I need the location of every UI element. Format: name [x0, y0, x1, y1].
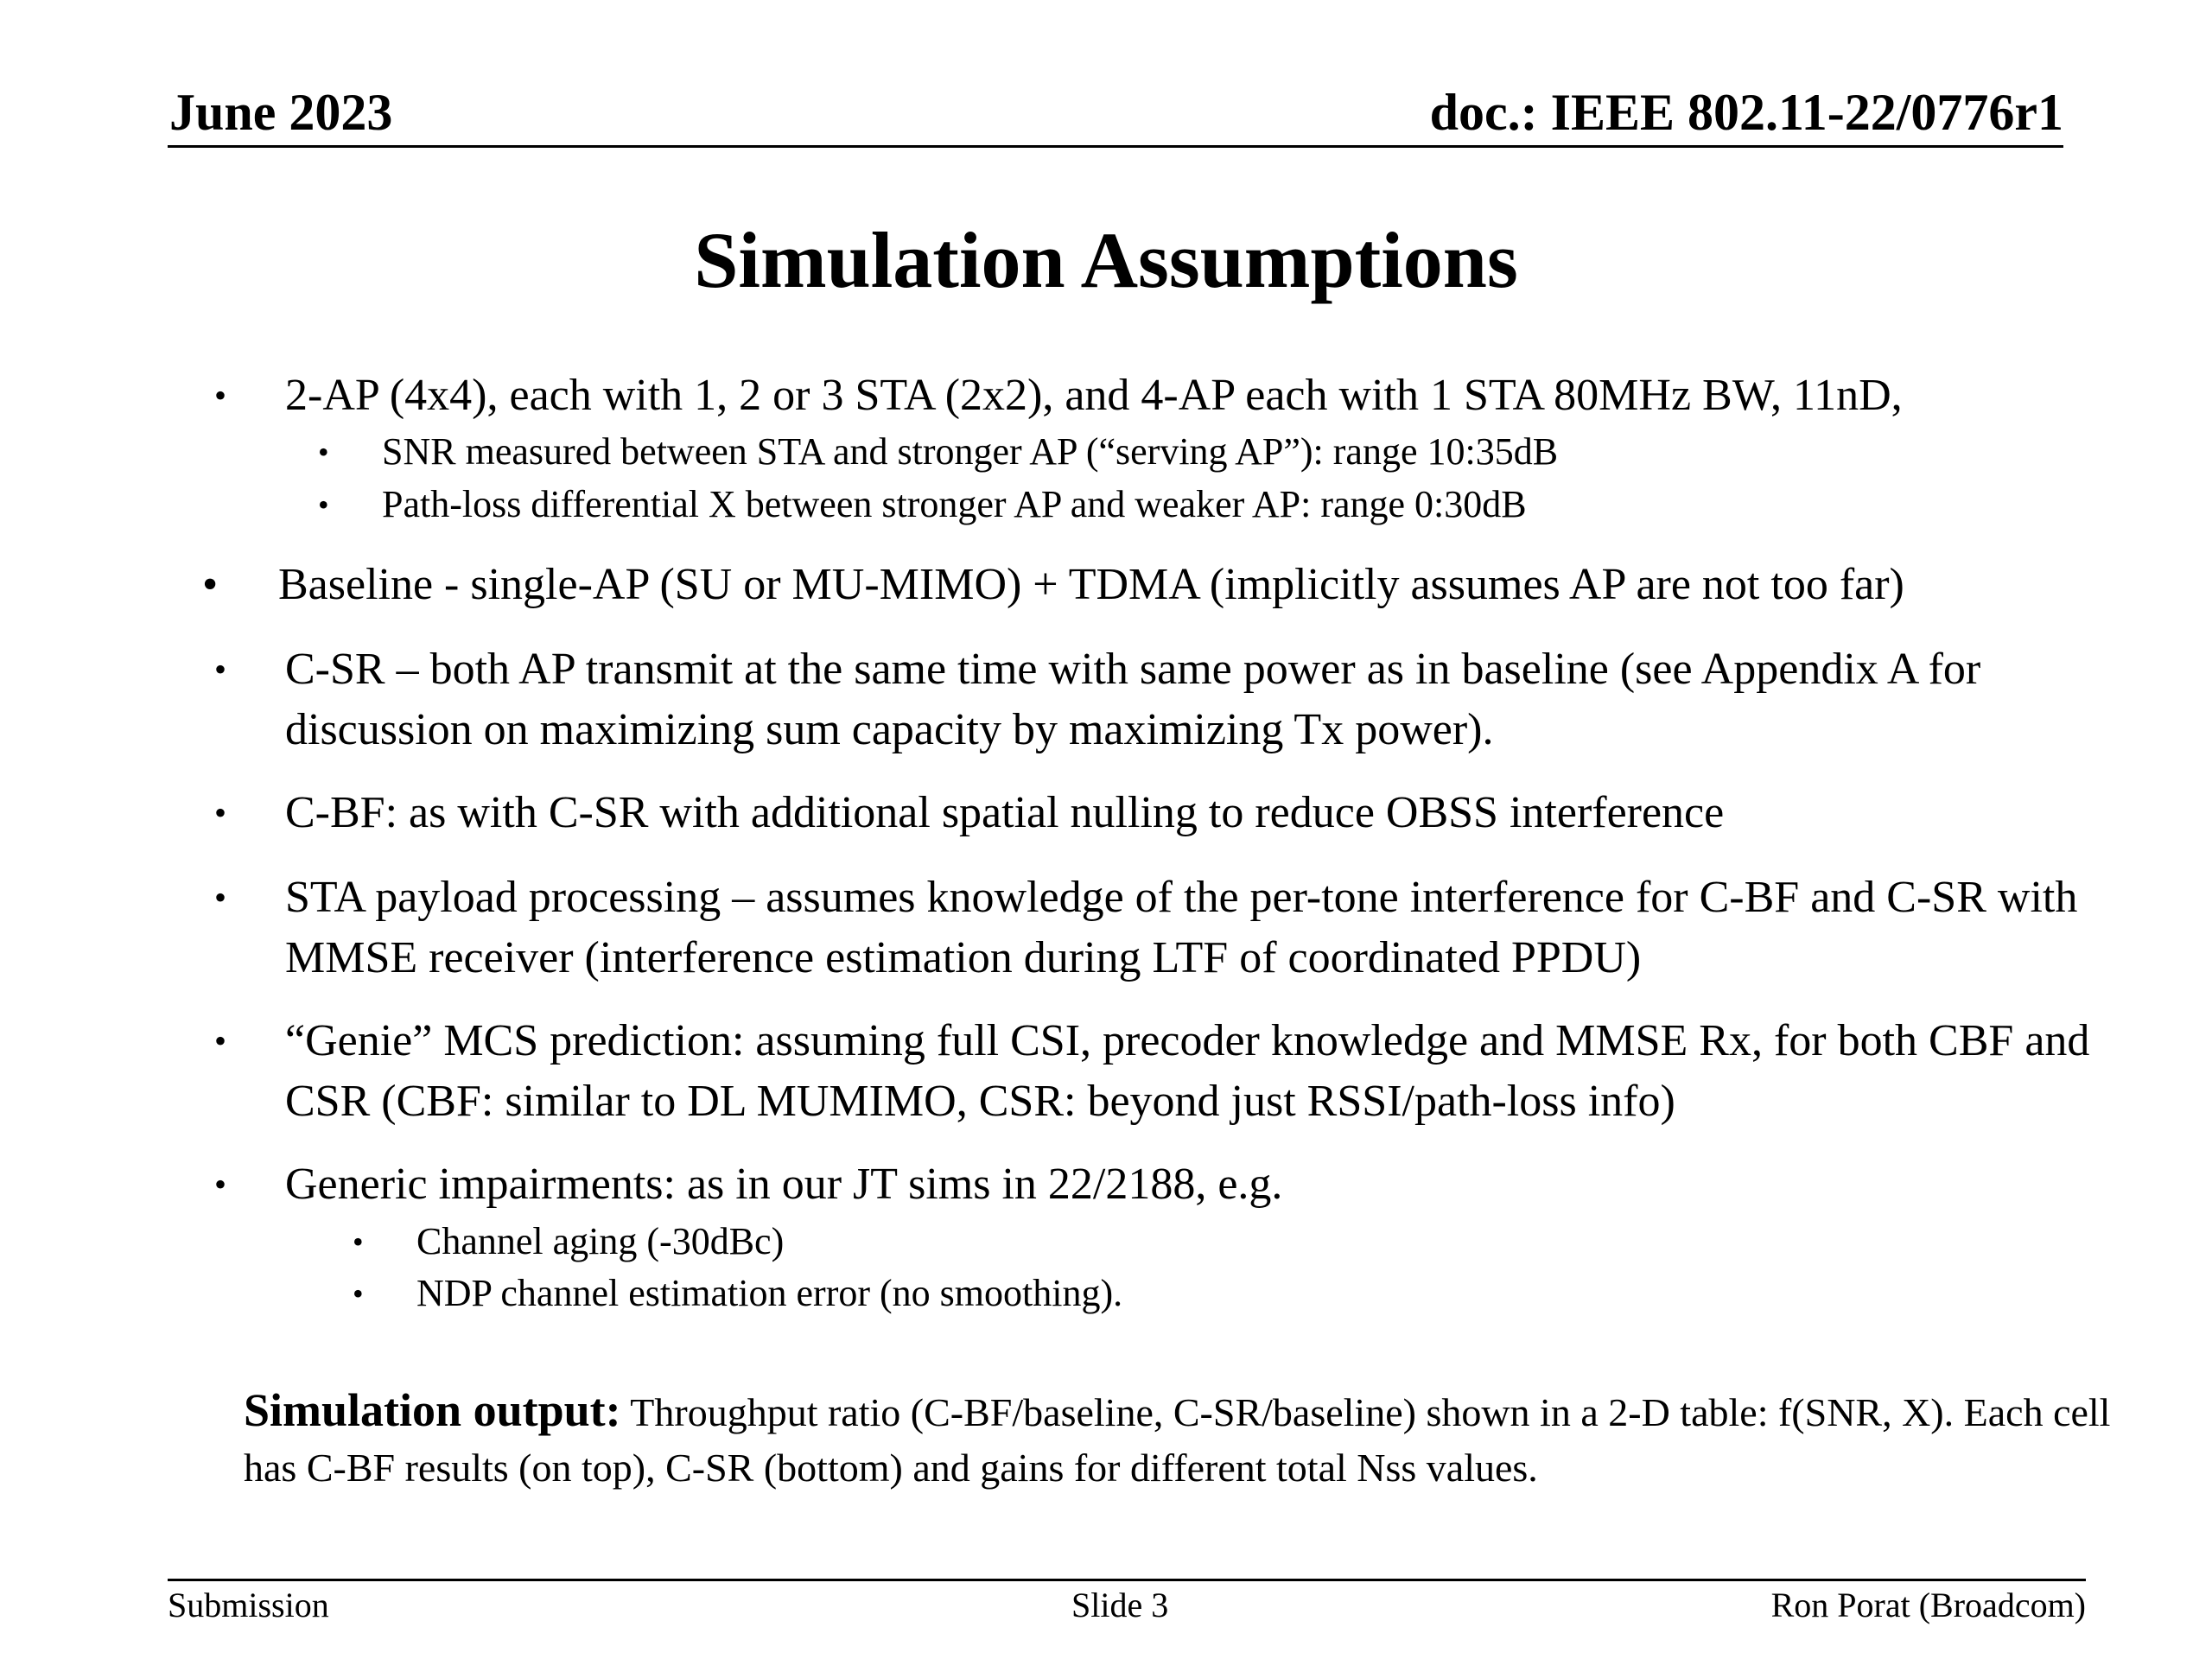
bullet-text: 2-AP (4x4), each with 1, 2 or 3 STA (2x2), and 4-AP each with 1 STA 80MHz BW, 11nD,	[285, 371, 1903, 420]
bullet-text: C-BF: as with C-SR with additional spatial nulling to reduce OBSS interference	[285, 788, 1725, 837]
bullet-item	[214, 1154, 2126, 1215]
bullet-item	[214, 639, 2126, 760]
bullet-item	[214, 868, 2126, 988]
bullet-dot: •	[318, 435, 329, 469]
sub-bullet-item	[318, 427, 1559, 477]
sub-bullet-text: Path-loss differential X between stronger AP and weaker AP: range 0:30dB	[382, 483, 1527, 525]
header-doc-number: doc.: IEEE 802.11-22/0776r1	[1429, 84, 2063, 141]
bullet-text: “Genie” MCS prediction: assuming full CSI, precoder knowledge and MMSE Rx, for both CBF and CSR (CBF: similar to DL MUMIMO, CSR: beyond just RSSI/path-loss info)	[285, 1016, 2090, 1126]
sub-bullet-text: Channel aging (-30dBc)	[416, 1220, 785, 1262]
bullet-dot: •	[214, 793, 227, 832]
header-divider	[168, 145, 2063, 148]
bullet-item	[214, 1011, 2126, 1132]
bullet-dot: •	[214, 1021, 227, 1060]
simulation-output-label: Simulation output:	[244, 1384, 621, 1436]
sub-bullet-item	[318, 480, 1527, 530]
sub-bullet-item	[353, 1217, 785, 1267]
header-date: June 2023	[169, 84, 393, 141]
bullet-dot: •	[202, 560, 219, 609]
footer-slide-number: Slide 3	[1071, 1586, 1169, 1624]
bullet-item	[214, 365, 2126, 426]
bullet-item	[214, 783, 2126, 843]
bullet-text: STA payload processing – assumes knowledge of the per-tone interference for C-BF and C-SR with MMSE receiver (interference estimation during LTF of coordinated PPDU)	[285, 873, 2078, 982]
footer-author: Ron Porat (Broadcom)	[1770, 1586, 2086, 1624]
bullet-text: C-SR – both AP transmit at the same time with same power as in baseline (see Appendix A for discussion on maximizing sum capacity by maximizing Tx power).	[285, 645, 1981, 754]
bullet-text: Generic impairments: as in our JT sims in 22/2188, e.g.	[285, 1160, 1283, 1209]
bullet-item	[202, 555, 2119, 615]
bullet-dot: •	[214, 1165, 227, 1204]
bullet-dot: •	[214, 650, 227, 689]
sub-bullet-text: NDP channel estimation error (no smoothing).	[416, 1272, 1123, 1314]
slide-title: Simulation Assumptions	[694, 216, 1518, 304]
simulation-output-text: Throughput ratio (C-BF/baseline, C-SR/baseline) shown in a 2-D table: f(SNR, X). Each cell has C-BF results (on top), C-SR (bottom) and gains for different total Nss values.	[244, 1390, 2111, 1490]
bullet-dot: •	[318, 487, 329, 522]
bullet-dot: •	[353, 1224, 364, 1259]
bullet-text: Baseline - single-AP (SU or MU-MIMO) + TDMA (implicitly assumes AP are not too far)	[278, 560, 1904, 609]
footer-divider	[168, 1579, 2086, 1581]
simulation-output	[244, 1382, 2145, 1496]
sub-bullet-text: SNR measured between STA and stronger AP (“serving AP”): range 10:35dB	[382, 430, 1559, 473]
sub-bullet-item	[353, 1268, 1123, 1319]
footer-submission: Submission	[168, 1586, 329, 1624]
bullet-dot: •	[353, 1276, 364, 1311]
bullet-dot: •	[214, 376, 227, 415]
bullet-dot: •	[214, 878, 227, 917]
